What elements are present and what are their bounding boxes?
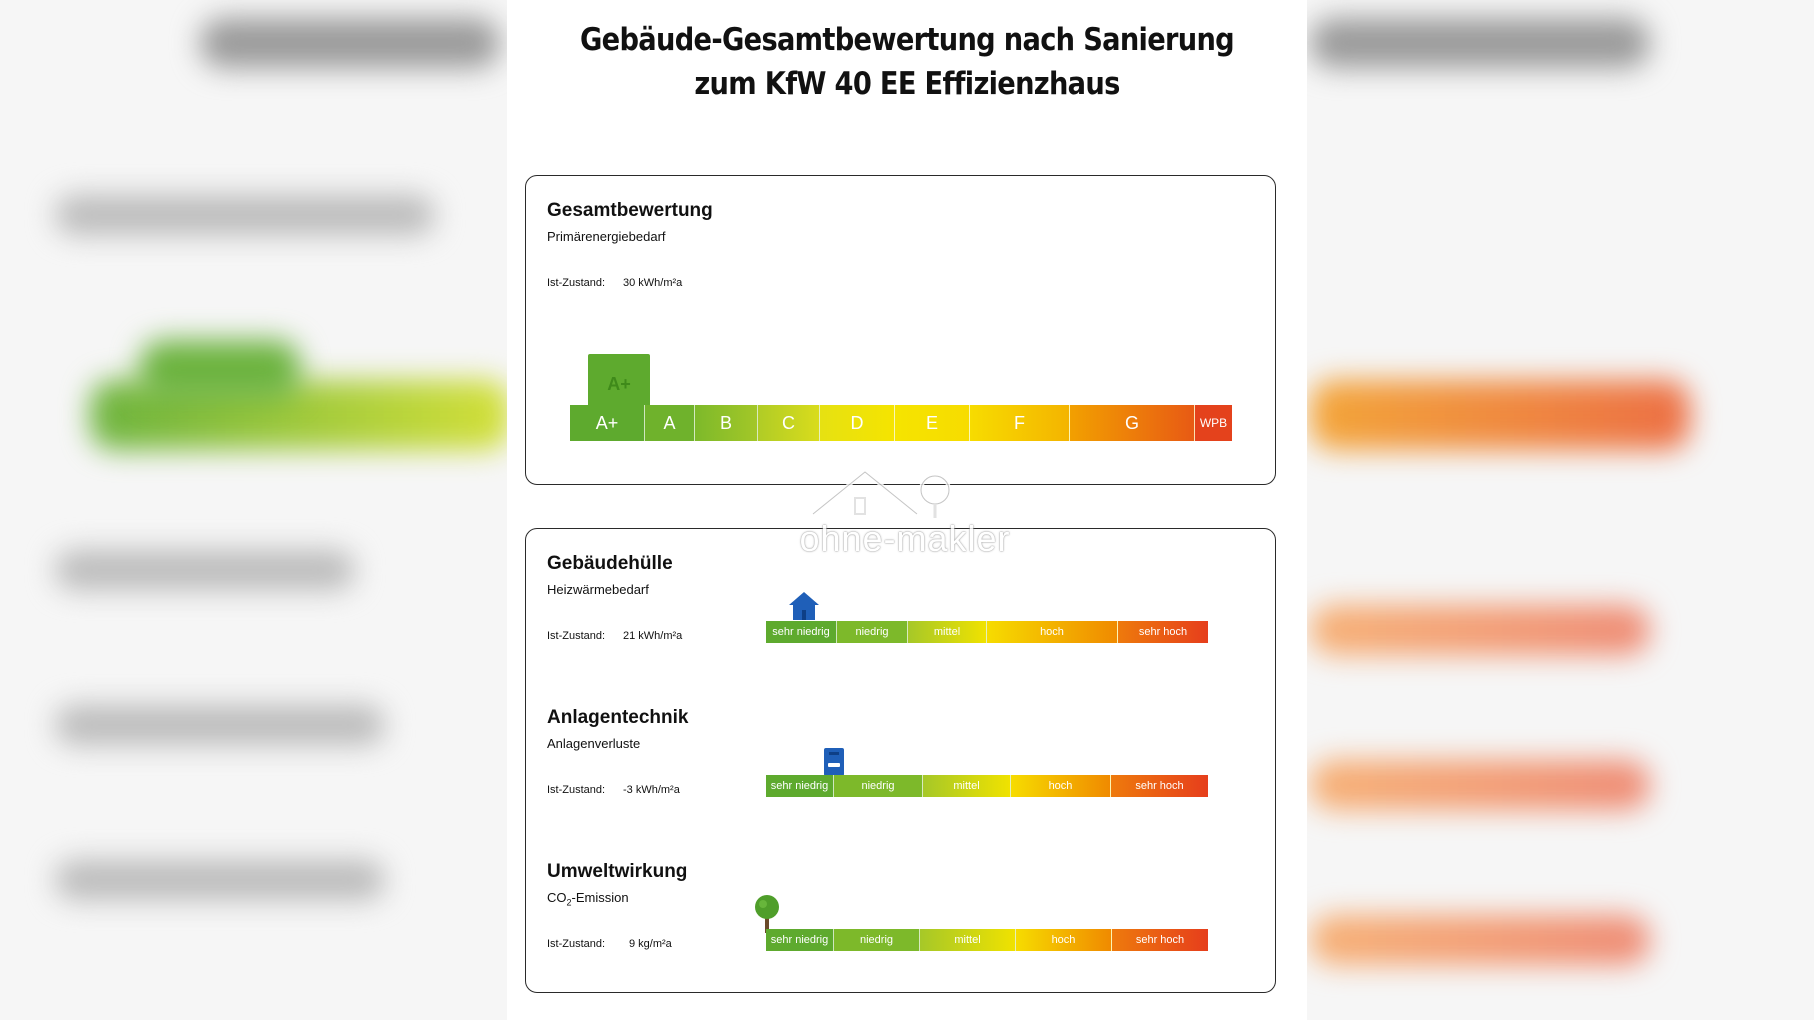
ist-value: 9 kg/m²a [629,938,672,950]
watermark [785,468,1025,568]
anlagenverluste-scale [766,775,1208,797]
scale-sehr-niedrig: sehr niedrig [766,929,834,951]
scale-hoch: hoch [987,621,1118,643]
scale-mittel: mittel [920,929,1016,951]
heizwaerme-scale [766,621,1208,643]
gesamt-ist-zustand [547,277,682,289]
ist-value: -3 kWh/m²a [623,784,680,796]
gebaeudehuelle-heading: Gebäudehülle [547,553,673,574]
class-c: C [758,405,820,441]
class-d: D [820,405,895,441]
class-f: F [970,405,1070,441]
scale-hoch: hoch [1016,929,1112,951]
tree-icon [752,895,782,933]
gesamtbewertung-panel [525,175,1276,485]
gesamt-heading: Gesamtbewertung [547,200,713,221]
bg-heading-1 [55,195,435,235]
bg-bar-right-2 [1310,760,1650,810]
detail-ratings-panel [525,528,1276,993]
bg-heading-3 [55,705,385,745]
umweltwirkung-subheading [547,890,629,908]
scale-sehr-hoch: sehr hoch [1111,775,1208,797]
bg-marker-left [140,340,300,400]
gebaeudehuelle-ist-zustand [547,630,682,642]
watermark-text: ohne-makler [799,518,1011,559]
bg-title-right [1310,18,1650,68]
bg-heading-2 [55,550,355,590]
bg-bar-right-1 [1310,605,1650,655]
page-title [555,18,1259,106]
ist-label: Ist-Zustand: [547,938,606,950]
class-a-plus: A+ [570,405,645,441]
ist-label: Ist-Zustand: [547,630,606,642]
bg-scale-right [1310,380,1690,450]
bg-heading-4 [55,860,385,900]
co2-prefix: CO [547,890,567,905]
class-g: G [1070,405,1195,441]
co2-scale [766,929,1208,951]
ist-label: Ist-Zustand: [547,784,606,796]
bg-bar-right-3 [1310,915,1650,965]
class-wpb: WPB [1195,405,1232,441]
scale-niedrig: niedrig [834,929,920,951]
scale-sehr-niedrig: sehr niedrig [766,775,834,797]
scale-sehr-niedrig: sehr niedrig [766,621,837,643]
umweltwirkung-heading: Umweltwirkung [547,861,688,882]
rating-marker: A+ [588,354,650,414]
scale-hoch: hoch [1011,775,1111,797]
ist-label: Ist-Zustand: [547,277,606,289]
scale-sehr-hoch: sehr hoch [1112,929,1208,951]
energy-class-scale [570,405,1232,441]
class-b: B [695,405,758,441]
gebaeudehuelle-subheading: Heizwärmebedarf [547,582,649,597]
ist-value: 21 kWh/m²a [623,630,683,642]
scale-niedrig: niedrig [837,621,908,643]
title-line-2: zum KfW 40 EE Effizienzhaus [694,66,1120,102]
anlagentechnik-subheading: Anlagenverluste [547,736,641,751]
ist-value: 30 kWh/m²a [623,277,683,289]
heater-icon [823,747,845,777]
scale-mittel: mittel [908,621,987,643]
scale-mittel: mittel [923,775,1011,797]
bg-title-left [200,18,500,68]
umweltwirkung-ist-zustand [547,938,672,950]
anlagentechnik-heading: Anlagentechnik [547,707,689,728]
scale-sehr-hoch: sehr hoch [1118,621,1208,643]
scale-niedrig: niedrig [834,775,923,797]
anlagentechnik-ist-zustand [547,784,680,796]
co2-subscript: 2 [566,897,572,908]
house-icon [788,591,820,621]
gesamt-subheading: Primärenergiebedarf [547,229,666,244]
title-line-1: Gebäude-Gesamtbewertung nach Sanierung [579,22,1235,58]
class-a: A [645,405,695,441]
co2-suffix: -Emission [571,890,629,905]
class-e: E [895,405,970,441]
